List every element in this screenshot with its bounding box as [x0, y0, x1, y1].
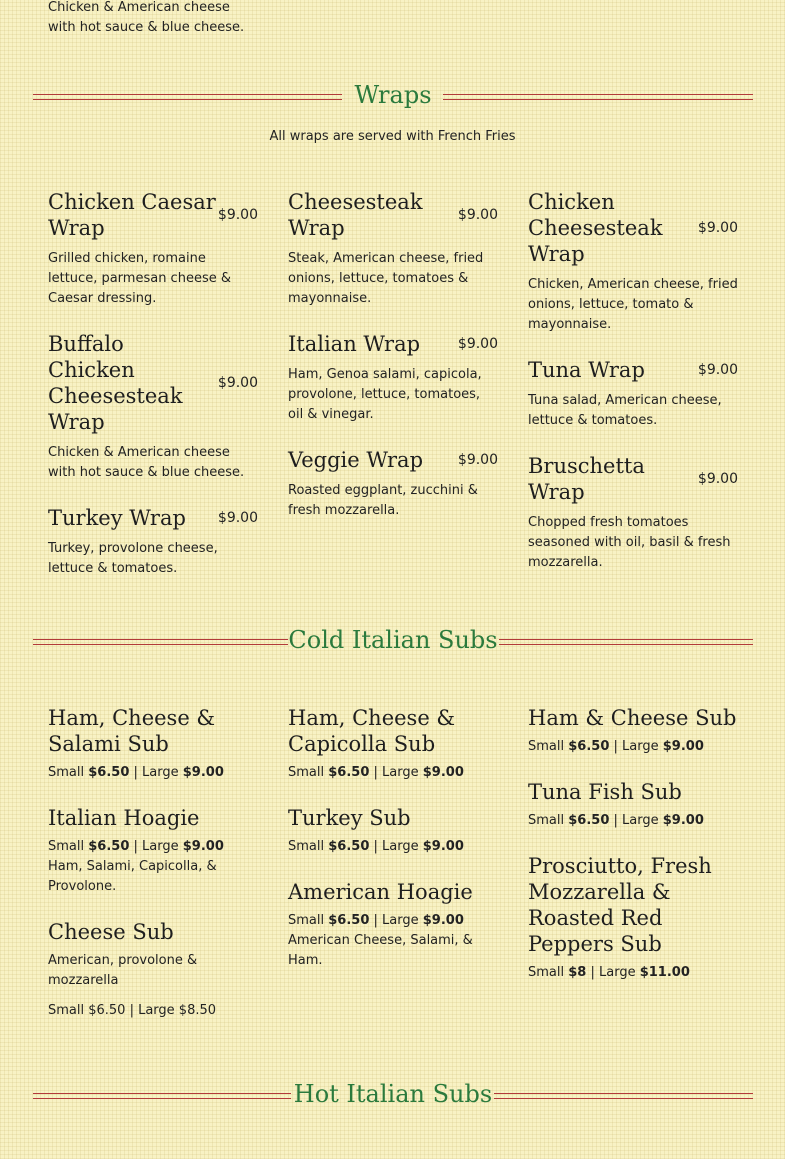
- section-header-wraps: [33, 77, 753, 113]
- item-price: Small $6.50 | Large $9.00: [288, 839, 464, 854]
- item-name: American Hoagie: [288, 880, 473, 904]
- item-name: Tuna Wrap: [528, 358, 645, 382]
- menu-item: [528, 779, 738, 831]
- section-header-hot-subs: [33, 1076, 753, 1112]
- item-name: Bruschetta Wrap: [528, 454, 645, 504]
- item-price: $9.00: [217, 207, 258, 223]
- item-price: Small $6.50 | Large $8.50: [48, 1003, 217, 1018]
- item-price: $9.00: [457, 336, 498, 352]
- item-name: Buffalo Chicken Cheesesteak Wrap: [48, 332, 183, 434]
- item-name: Chicken Cheesesteak Wrap: [528, 190, 663, 266]
- item-price: $9.00: [217, 510, 258, 526]
- item-name: Italian Wrap: [288, 332, 421, 356]
- item-desc: Chopped fresh tomatoes seasoned with oil, basil & fresh mozzarella.: [528, 515, 731, 570]
- item-price: $9.00: [697, 362, 738, 378]
- menu-item: [528, 705, 738, 757]
- item-price: Small $6.50 | Large $9.00: [528, 739, 704, 754]
- menu-item: [48, 919, 258, 1021]
- wraps-column-1: [48, 189, 258, 601]
- item-name: Ham, Cheese & Capicolla Sub: [288, 706, 456, 756]
- item-name: Cheesesteak Wrap: [288, 190, 423, 240]
- wraps-column-3: [528, 189, 738, 595]
- item-price: $9.00: [457, 207, 498, 223]
- item-desc: Chicken & American cheese with hot sauce & blue cheese.: [48, 445, 245, 480]
- item-desc: Turkey, provolone cheese, lettuce & tomatoes.: [48, 541, 218, 576]
- menu-item: [528, 853, 738, 983]
- section-title: Cold Italian Subs: [288, 626, 498, 654]
- item-desc: Roasted eggplant, zucchini & fresh mozzarella.: [288, 483, 478, 518]
- item-desc: Ham, Salami, Capicolla, & Provolone.: [48, 859, 217, 894]
- wraps-column-2: [288, 189, 498, 543]
- section-title: Hot Italian Subs: [293, 1080, 493, 1108]
- menu-item: [288, 705, 498, 783]
- menu-item: [288, 189, 498, 309]
- item-price: Small $6.50 | Large $9.00: [48, 765, 224, 780]
- item-desc: American Cheese, Salami, & Ham.: [288, 933, 473, 968]
- item-name: Chicken Caesar Wrap: [48, 190, 216, 240]
- item-price: $9.00: [697, 220, 738, 236]
- item-desc: Ham, Genoa salami, capicola, provolone, lettuce, tomatoes, oil & vinegar.: [288, 367, 482, 422]
- menu-item: [528, 189, 738, 335]
- item-price: $9.00: [457, 452, 498, 468]
- section-note: All wraps are served with French Fries: [269, 129, 516, 144]
- item-name: Tuna Fish Sub: [528, 780, 682, 804]
- item-desc: Chicken, American cheese, fried onions, lettuce, tomato & mayonnaise.: [528, 277, 738, 332]
- section-title: Wraps: [354, 81, 432, 109]
- item-price: Small $8 | Large $11.00: [528, 965, 690, 980]
- item-price: Small $6.50 | Large $9.00: [528, 813, 704, 828]
- cold-subs-column-3: [528, 705, 738, 1005]
- item-price: Small $6.50 | Large $9.00: [48, 839, 224, 854]
- cold-subs-column-2: [288, 705, 498, 993]
- menu-item: [48, 331, 258, 483]
- item-desc: Grilled chicken, romaine lettuce, parmesan cheese & Caesar dressing.: [48, 251, 231, 306]
- top-item-desc: Chicken & American cheese with hot sauce & blue cheese.: [48, 0, 245, 35]
- item-price: Small $6.50 | Large $9.00: [288, 765, 464, 780]
- menu-item: [528, 357, 738, 431]
- cold-subs-column-1: [48, 705, 258, 1043]
- item-price: Small $6.50 | Large $9.00: [288, 913, 464, 928]
- item-price: $9.00: [697, 471, 738, 487]
- item-name: Turkey Wrap: [48, 506, 186, 530]
- menu-item: [288, 331, 498, 425]
- item-desc: Steak, American cheese, fried onions, lettuce, tomatoes & mayonnaise.: [288, 251, 484, 306]
- item-name: Turkey Sub: [288, 806, 411, 830]
- menu-item: [288, 879, 498, 971]
- menu-item: [48, 805, 258, 897]
- item-name: Cheese Sub: [48, 920, 174, 944]
- menu-item: [48, 705, 258, 783]
- item-name: Ham, Cheese & Salami Sub: [48, 706, 216, 756]
- menu-item: [48, 189, 258, 309]
- menu-item: [288, 447, 498, 521]
- item-name: Prosciutto, Fresh Mozzarella & Roasted Red Peppers Sub: [528, 854, 712, 956]
- item-name: Veggie Wrap: [288, 448, 424, 472]
- menu-item: [48, 505, 258, 579]
- item-price: $9.00: [217, 375, 258, 391]
- menu-item: [528, 453, 738, 573]
- item-desc: American, provolone & mozzarella: [48, 953, 198, 988]
- item-desc: Tuna salad, American cheese, lettuce & tomatoes.: [528, 393, 722, 428]
- item-name: Italian Hoagie: [48, 806, 200, 830]
- menu-item: [288, 805, 498, 857]
- section-header-cold-subs: [33, 622, 753, 658]
- item-name: Ham & Cheese Sub: [528, 706, 737, 730]
